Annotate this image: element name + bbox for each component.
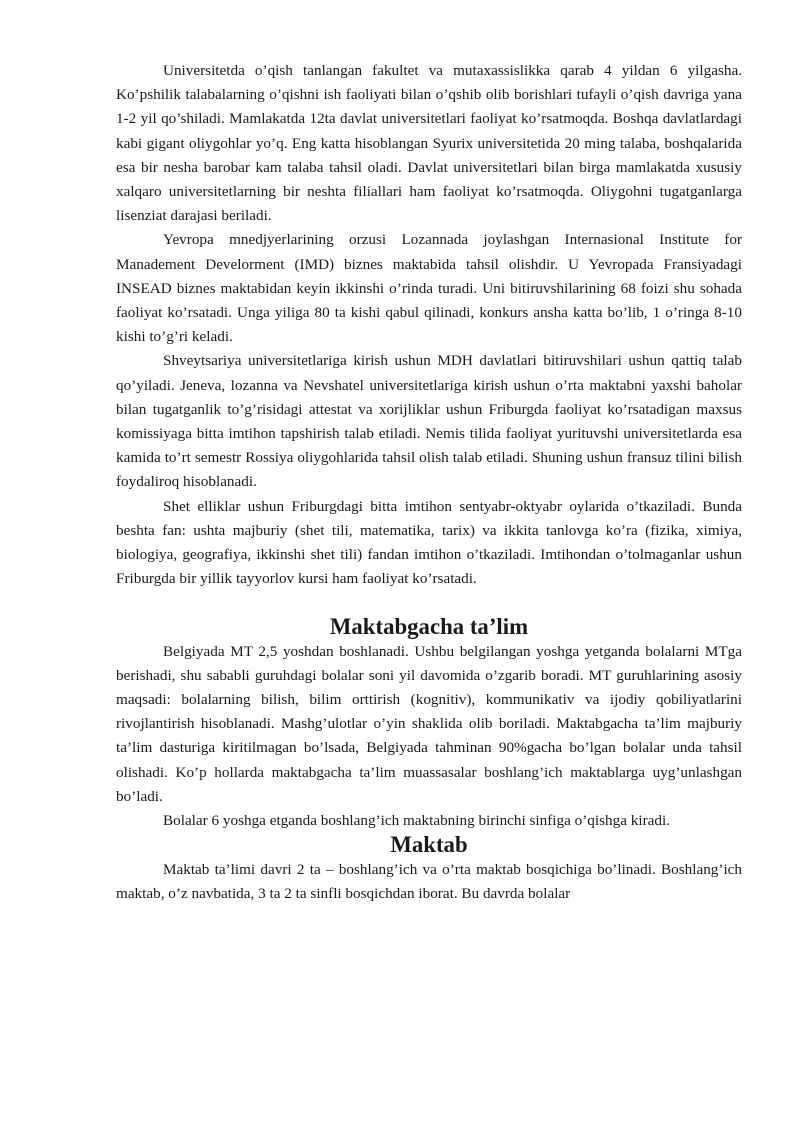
- paragraph-imd: Yevropa mnedjyerlarining orzusi Lozannada joylashgan Internasional Institute for Manadement Develorment (IMD) biznes maktabida tahsil olishdir. U Yevropada Fransiyadagi INSEAD biznes maktabidan keyin ikkinshi o’rinda turadi. Uni bitiruvshilarining 68 foizi shu sohada faoliyat ko’rsatadi. Unga yiliga 80 ta kishi qabul qilinadi, konkurs ansha katta bo’lib, 1 o’ringa 8-10 kishi to’g’ri keladi.: [116, 231, 742, 346]
- heading-school: Maktab: [390, 832, 468, 858]
- paragraph-school: Maktab ta’limi davri 2 ta – boshlang’ich va o’rta maktab bosqichiga bo’linadi. Boshlang’ich maktab, o’z navbatida, 3 ta 2 ta sinfli bosqichdan iborat. Bu davrda bolalar: [116, 860, 742, 902]
- paragraph-universities: Universitetda o’qish tanlangan fakultet va mutaxassislikka qarab 4 yildan 6 yilgasha. Ko’pshilik talabalarning o’qishni ish faoliyati bilan o’qshib olib borishlari tufayli o’qish davriga yana 1-2 yil qo’shiladi. Mamlakatda 12ta davlat universitetlari faoliyat ko’rsatmoqda. Boshqa davlatlardagi kabi gigant oliygohlar yo’q. Eng katta hisoblangan Syurix universitetida 20 ming talaba, boshqalarida esa bir nesha barobar kam talaba tahsil oladi. Davlat universitetlari bilan birga mamlakatda xususiy xalqaro universitetlarning bir neshta filiallari ham faoliyat ko’rsatmoqda. Oliygohni tugatganlarga lisenziat darajasi beriladi.: [116, 62, 742, 225]
- document-page: [116, 59, 742, 906]
- paragraph-admission: Shveytsariya universitetlariga kirish ushun MDH davlatlari bitiruvshilari ushun qattiq talab qo’yiladi. Jeneva, lozanna va Nevshatel universitetlariga kirish ushun o’rta maktabni yaxshi baholar bilan tugatganlik to’g’risidagi attestat va xorijliklar ushun Friburgda faoliyat ko’rsatadigan maxsus komissiyaga bitta imtihon tapshirish talab etiladi. Nemis tilida faoliyat yurituvshi universitetlarda esa kamida to’rt semestr Rossiya oliygohlarida tahsil olish talab etiladi. Shuning ushun fransuz tilini bilish foydaliroq hisoblanadi.: [116, 352, 742, 491]
- paragraph-exam: Shet elliklar ushun Friburgdagi bitta imtihon sentyabr-oktyabr oylarida o’tkaziladi. Bunda beshta fan: ushta majburiy (shet tili, matematika, tarix) va ikkita tanlovga ko’ra (fizika, ximiya, biologiya, geografiya, ikkinshi shet tili) fandan imtihon o’tkaziladi. Imtihondan o’tolmaganlar ushun Friburgda bir yillik tayyorlov kursi ham faoliyat ko’rsatadi.: [116, 497, 742, 588]
- paragraph-preschool: Belgiyada MT 2,5 yoshdan boshlanadi. Ushbu belgilangan yoshga yetganda bolalarni MTga berishadi, shu sababli guruhdagi bolalar soni yil davomida o’zgarib boradi. MT guruhlarining asosiy maqsadi: bolalarning bilish, bilim orttirish (kognitiv), kommunikativ va ijodiy qobiliyatlarini rivojlantirish hisoblanadi. Mashg’ulotlar o’yin shaklida olib boriladi. Maktabgacha ta’lim majburiy ta’lim dasturiga kiritilmagan bo’lsada, Belgiyada tahminan 90%gacha bo’lgan bolalar unda tahsil olishadi. Ko’p hollarda maktabgacha ta’lim muassasalar boshlang’ich maktablarga uyg’unlashgan bo’ladi.: [116, 642, 742, 805]
- paragraph-preschool-entry: Bolalar 6 yoshga etganda boshlang’ich maktabning birinchi sinfiga o’qishga kiradi.: [163, 812, 670, 830]
- heading-preschool: Maktabgacha ta’lim: [329, 614, 529, 640]
